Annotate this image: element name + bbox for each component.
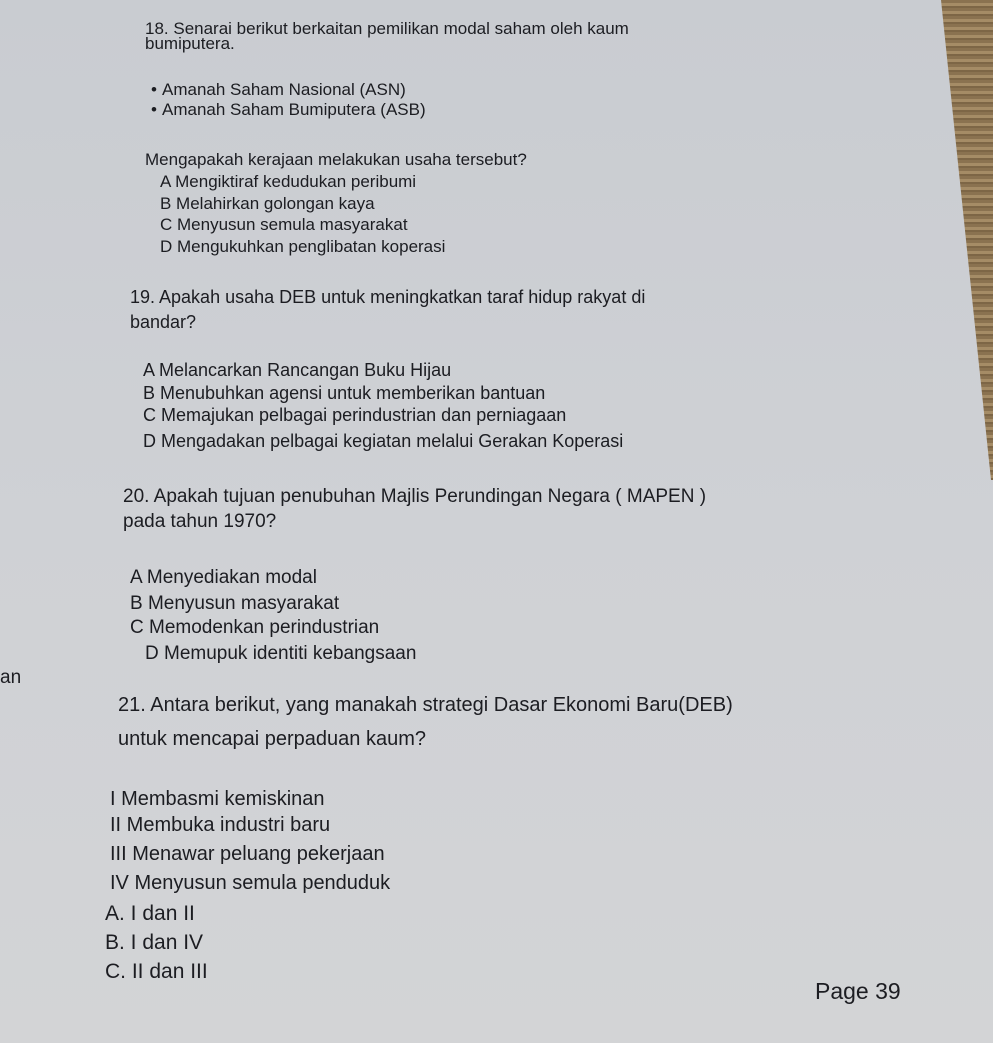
question-stem: bandar? bbox=[130, 312, 197, 332]
question-stem: pada tahun 1970? bbox=[123, 511, 277, 532]
page-number: Page 39 bbox=[815, 978, 901, 1004]
option-b: B. I dan IV bbox=[105, 931, 204, 954]
option-a: A Mengiktiraf kedudukan peribumi bbox=[160, 172, 417, 191]
option-c: C. II dan III bbox=[105, 960, 208, 983]
question-stem: untuk mencapai perpaduan kaum? bbox=[118, 728, 426, 750]
option-a: A Menyediakan modal bbox=[130, 567, 317, 588]
margin-fragment: an bbox=[0, 667, 22, 688]
option-c: C Memodenkan perindustrian bbox=[130, 617, 380, 638]
question-stem: 20. Apakah tujuan penubuhan Majlis Perundingan Negara ( MAPEN ) bbox=[123, 486, 707, 507]
question-stem: bumiputera. bbox=[145, 34, 235, 53]
statement: IV Menyusun semula penduduk bbox=[110, 872, 391, 894]
option-b: B Melahirkan golongan kaya bbox=[160, 194, 375, 213]
bullet-item: • Amanah Saham Bumiputera (ASB) bbox=[162, 101, 426, 118]
question-stem: 21. Antara berikut, yang manakah strategi Dasar Ekonomi Baru(DEB) bbox=[118, 694, 733, 716]
option-a: A Melancarkan Rancangan Buku Hijau bbox=[143, 360, 452, 380]
option-d: D Mengadakan pelbagai kegiatan melalui Gerakan Koperasi bbox=[143, 431, 624, 451]
option-b: B Menyusun masyarakat bbox=[130, 593, 340, 614]
question-stem: 18. Senarai berikut berkaitan pemilikan modal saham oleh kaum bbox=[145, 19, 629, 38]
option-d: D Mengukuhkan penglibatan koperasi bbox=[160, 237, 446, 256]
wooden-table-edge bbox=[933, 0, 993, 1043]
option-b: B Menubuhkan agensi untuk memberikan bantuan bbox=[143, 383, 546, 403]
option-c: C Memajukan pelbagai perindustrian dan perniagaan bbox=[143, 405, 567, 425]
statement: III Menawar peluang pekerjaan bbox=[110, 843, 385, 865]
option-c: C Menyusun semula masyarakat bbox=[160, 215, 408, 234]
statement: II Membuka industri baru bbox=[110, 814, 331, 836]
question-text: Mengapakah kerajaan melakukan usaha tersebut? bbox=[145, 150, 527, 169]
question-stem: 19. Apakah usaha DEB untuk meningkatkan taraf hidup rakyat di bbox=[130, 287, 646, 307]
option-a: A. I dan II bbox=[105, 902, 195, 925]
option-d: D Memupuk identiti kebangsaan bbox=[145, 643, 417, 664]
bullet-item: • Amanah Saham Nasional (ASN) bbox=[162, 81, 406, 98]
statement: I Membasmi kemiskinan bbox=[110, 788, 325, 810]
